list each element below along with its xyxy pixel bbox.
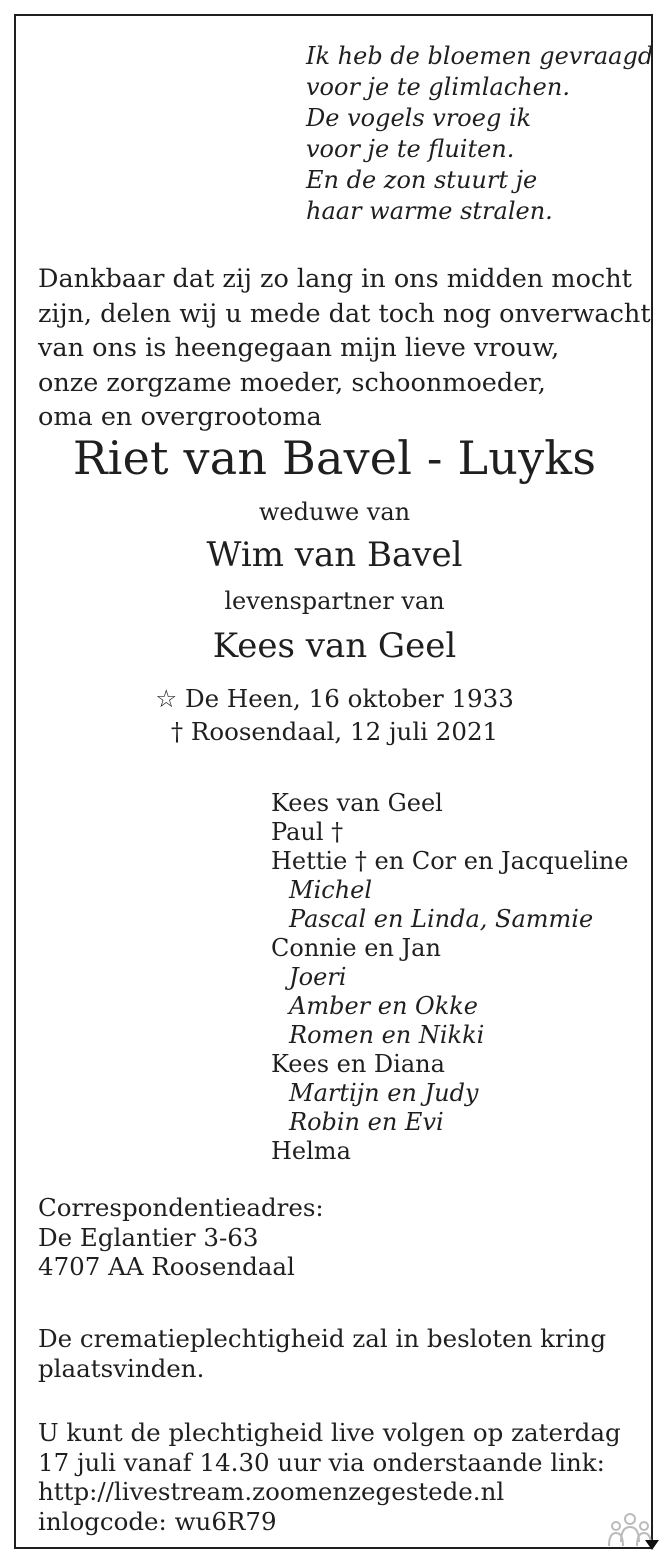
intro-line: Dankbaar dat zij zo lang in ons midden mocht — [38, 264, 632, 294]
family-list — [271, 789, 628, 1166]
correspondence-line: 4707 AA Roosendaal — [38, 1252, 295, 1281]
spouse-name: Wim van Bavel — [206, 535, 463, 575]
scroll-down-arrow-icon[interactable] — [645, 1540, 659, 1550]
grandchild: Michel — [289, 876, 373, 904]
family-member: Helma — [271, 1137, 351, 1165]
poem-line: haar warme stralen. — [306, 197, 553, 225]
correspondence-line: Correspondentieadres: — [38, 1193, 324, 1222]
partner-label: levenspartner van — [224, 587, 445, 615]
intro-line: zijn, delen wij u mede dat toch nog onverwacht — [38, 298, 651, 329]
correspondence-address — [38, 1193, 324, 1282]
ceremony-line: plaatsvinden. — [38, 1353, 205, 1383]
deceased-name: Riet van Bavel - Luyks — [72, 431, 597, 485]
livestream-link[interactable]: http://livestream.zoomenzegestede.nl — [38, 1477, 505, 1506]
livestream-notice — [38, 1418, 621, 1536]
intro-text — [38, 262, 651, 435]
poem-line: Ik heb de bloemen gevraagd — [306, 42, 654, 70]
grandchild: Joeri — [289, 963, 347, 991]
livestream-line: 17 juli vanaf 14.30 uur via onderstaande link: — [38, 1447, 605, 1477]
intro-line: onze zorgzame moeder, schoonmoeder, — [38, 367, 546, 398]
livestream-line: U kunt de plechtigheid live volgen op zaterdag — [38, 1418, 621, 1447]
family-member: Connie en Jan — [271, 934, 441, 962]
partner-name: Kees van Geel — [212, 626, 457, 666]
grandchild: Pascal en Linda, Sammie — [289, 905, 594, 933]
family-member: Hettie † en Cor en Jacqueline — [271, 847, 629, 875]
notice-frame — [14, 14, 653, 1549]
birth-date: ☆ De Heen, 16 oktober 1933 — [155, 684, 514, 713]
ceremony-line: De crematieplechtigheid zal in besloten kring — [38, 1324, 606, 1353]
grandchild: Romen en Nikki — [289, 1021, 485, 1049]
poem — [306, 41, 653, 227]
family-member: Kees van Geel — [271, 789, 443, 817]
grandchild: Amber en Okke — [289, 992, 479, 1020]
grandchild: Robin en Evi — [289, 1108, 444, 1136]
grandchild: Martijn en Judy — [289, 1079, 479, 1107]
ceremony-notice — [38, 1324, 606, 1383]
livestream-code: inlogcode: wu6R79 — [38, 1506, 277, 1536]
intro-line: van ons is heengegaan mijn lieve vrouw, — [38, 333, 560, 363]
poem-line: De vogels vroeg ik — [306, 104, 532, 132]
poem-line: En de zon stuurt je — [306, 166, 538, 194]
intro-line: oma en overgrootoma — [38, 402, 322, 432]
poem-line: voor je te fluiten. — [306, 135, 515, 163]
family-member: Paul † — [271, 818, 344, 846]
widow-label: weduwe van — [258, 498, 411, 526]
family-member: Kees en Diana — [271, 1050, 445, 1078]
poem-line: voor je te glimlachen. — [306, 73, 570, 101]
dates — [0, 682, 669, 748]
correspondence-line: De Eglantier 3-63 — [38, 1222, 259, 1252]
death-date: † Roosendaal, 12 juli 2021 — [170, 717, 499, 746]
